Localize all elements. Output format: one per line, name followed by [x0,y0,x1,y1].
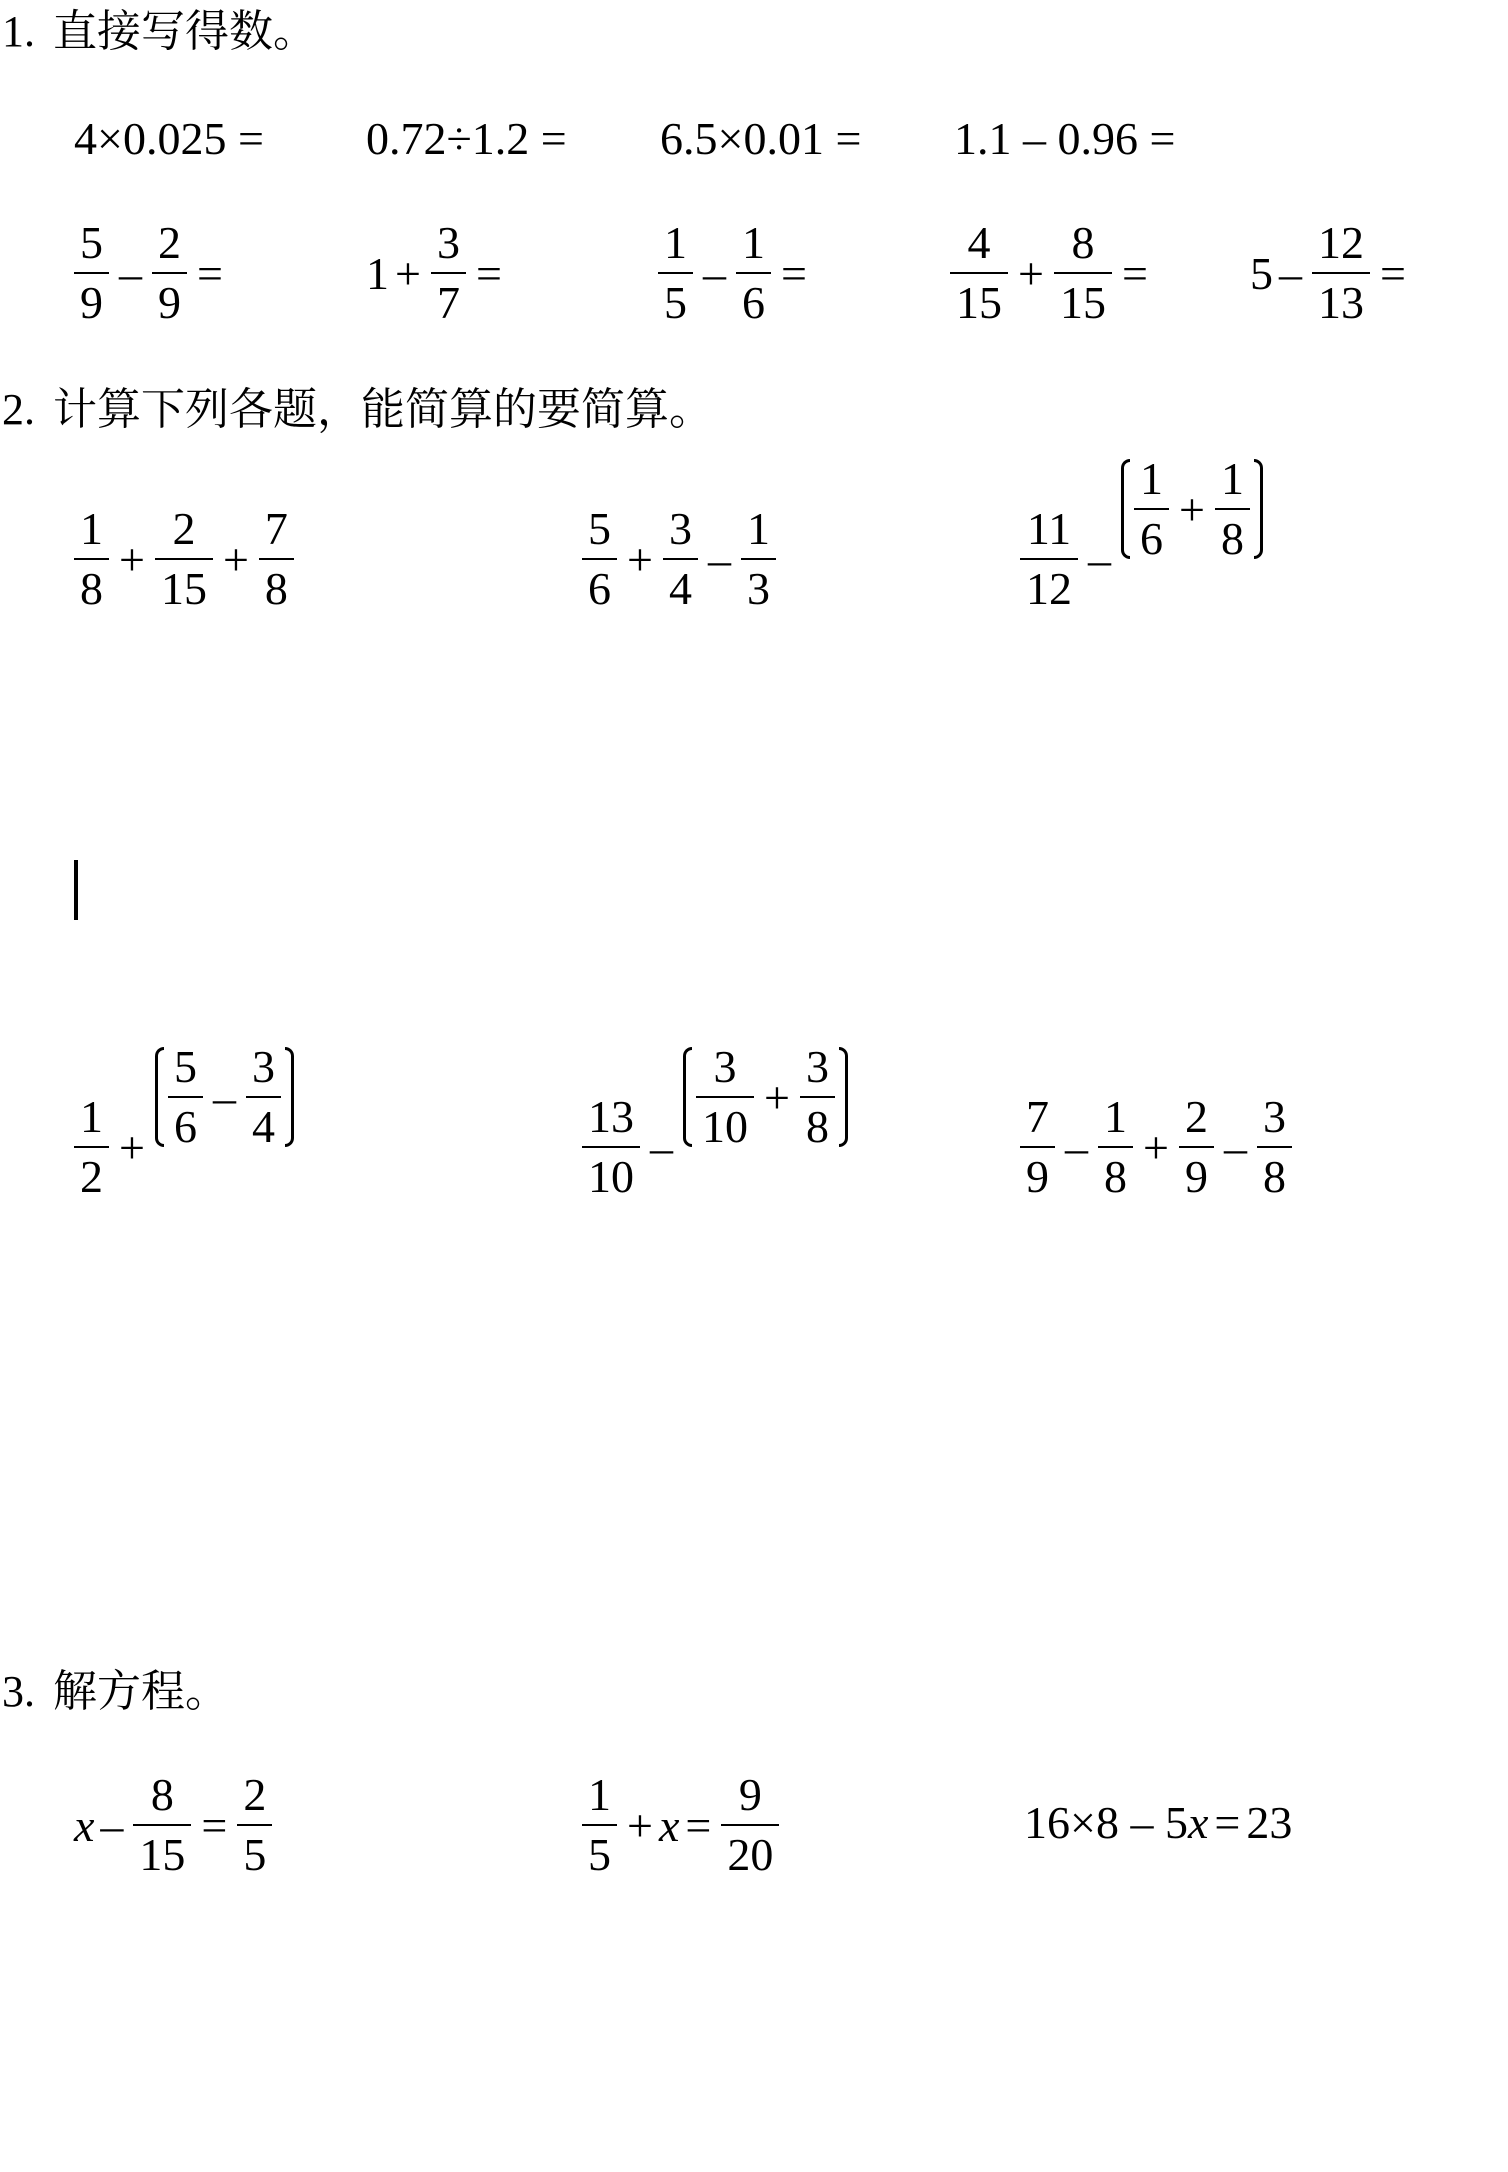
fraction [582,1091,640,1202]
fraction [1134,453,1169,564]
variable-x: x [658,1799,680,1851]
denominator: 20 [721,1824,779,1878]
numerator: 7 [264,503,288,554]
fraction [168,1041,203,1152]
denominator: 15 [1054,272,1112,326]
operator: + [222,533,249,585]
numerator: 2 [1184,1091,1208,1142]
denominator: 15 [155,558,213,612]
q1-expression [74,112,264,165]
variable-x: x [74,1799,95,1851]
math-term: 计算下列各题，能简算的要简算。 [53,384,713,435]
operator: = [685,1799,712,1851]
operator: – [707,533,731,585]
numerator: 1 [588,1769,611,1820]
math-term: 0.72÷1.2 = [366,113,567,164]
denominator: 6 [1134,508,1169,562]
numerator: 9 [738,1769,762,1820]
fraction [431,217,466,328]
operator: – [1279,247,1302,299]
text-cursor [74,860,78,920]
fraction [155,503,213,614]
right-paren [1254,459,1263,559]
math-term: 16×8 – 5 [1024,1797,1188,1848]
section-3-heading [2,1666,229,1718]
math-term: 23 [1246,1797,1293,1848]
fraction [950,217,1008,328]
operator: = [1380,247,1406,299]
denominator: 8 [1257,1146,1292,1200]
left-paren [683,1047,692,1147]
numerator: 3 [251,1041,275,1092]
numerator: 1 [1220,453,1244,504]
math-term: 1. [2,7,35,56]
numerator: 3 [805,1041,829,1092]
numerator: 3 [436,217,460,268]
q2-expression [70,503,298,614]
denominator: 9 [1179,1146,1214,1200]
numerator: 11 [1026,503,1072,554]
q3-equation [578,1769,783,1880]
fraction [74,1091,109,1202]
fraction [1215,453,1250,564]
math-term: 3. [2,1667,35,1716]
denominator: 13 [1312,272,1370,326]
fraction [741,503,776,614]
operator: + [627,1799,653,1851]
fraction [74,503,109,614]
q1-expression [954,112,1175,165]
q1-fraction-expression [366,217,508,328]
denominator: 15 [950,272,1008,326]
fraction [663,503,698,614]
numerator: 3 [713,1041,737,1092]
denominator: 2 [74,1146,109,1200]
math-term: 直接写得数。 [53,6,317,57]
numerator: 12 [1318,217,1364,268]
denominator: 9 [152,272,187,326]
parenthesized-group [1121,453,1263,564]
fraction [736,217,771,328]
denominator: 10 [696,1096,754,1150]
operator: + [119,1121,145,1173]
fraction [246,1041,281,1152]
q1-fraction-expression [70,217,229,328]
q2-expression [578,503,780,614]
fraction [696,1041,754,1152]
numerator: 5 [588,503,611,554]
math-term: 2. [2,385,35,434]
numerator: 1 [1140,453,1163,504]
denominator: 8 [259,558,294,612]
fraction [721,1769,779,1880]
numerator: 2 [158,217,181,268]
denominator: 3 [741,558,776,612]
operator: + [627,533,653,585]
numerator: 1 [80,503,103,554]
denominator: 5 [582,1824,617,1878]
operator: – [703,247,726,299]
q3-equation [74,1769,276,1880]
numerator: 3 [1262,1091,1286,1142]
operator: – [1088,533,1111,585]
fraction [1312,217,1370,328]
q2-expression [1016,453,1263,614]
numerator: 3 [668,503,692,554]
operator: + [119,533,145,585]
denominator: 6 [736,272,771,326]
operator: = [781,247,807,299]
fraction [259,503,294,614]
fraction [237,1769,272,1880]
denominator: 15 [133,1824,191,1878]
left-paren [1121,459,1130,559]
q1-fraction-expression [946,217,1154,328]
numerator: 1 [80,1091,103,1142]
numerator: 2 [243,1769,267,1820]
fraction [1257,1091,1292,1202]
operator: – [650,1121,673,1173]
parenthesized-group [683,1041,848,1152]
operator: – [100,1799,124,1851]
q1-fraction-expression [1250,217,1412,328]
q1-expression [366,112,567,165]
operator: – [212,1071,236,1123]
left-paren [155,1047,164,1147]
q1-expression [660,112,861,165]
right-paren [285,1047,294,1147]
fraction [133,1769,191,1880]
fraction [152,217,187,328]
operator: + [1018,247,1044,299]
fraction [658,217,693,328]
variable-x: x [1187,1797,1209,1848]
numerator: 1 [664,217,687,268]
fraction [582,503,617,614]
numerator: 2 [172,503,196,554]
fraction [582,1769,617,1880]
q2-expression [578,1041,848,1202]
denominator: 4 [246,1096,281,1150]
denominator: 9 [1020,1146,1055,1200]
fraction [800,1041,835,1152]
denominator: 7 [431,272,466,326]
denominator: 10 [582,1146,640,1200]
operator: – [1065,1121,1088,1173]
operator: = [1121,247,1148,299]
operator: + [395,247,421,299]
denominator: 5 [237,1824,272,1878]
numerator: 4 [967,217,991,268]
operator: – [1223,1121,1247,1173]
parenthesized-group [155,1041,294,1152]
denominator: 8 [1098,1146,1133,1200]
numerator: 13 [588,1091,634,1142]
denominator: 8 [74,558,109,612]
q2-expression [1016,1091,1296,1202]
fraction [74,217,109,328]
operator: = [197,247,223,299]
operator: + [1179,483,1205,535]
math-term: 1 [366,247,389,299]
math-term: 解方程。 [53,1666,229,1717]
fraction [1054,217,1112,328]
denominator: 12 [1020,558,1078,612]
operator: + [1143,1121,1169,1173]
numerator: 1 [742,217,765,268]
denominator: 9 [74,272,109,326]
denominator: 8 [800,1096,835,1150]
right-paren [839,1047,848,1147]
fraction [1020,1091,1055,1202]
operator: = [1214,1797,1241,1848]
numerator: 8 [1071,217,1095,268]
fraction [1020,503,1078,614]
numerator: 5 [173,1041,197,1092]
operator: – [119,247,142,299]
operator: + [764,1071,790,1123]
numerator: 1 [1104,1091,1127,1142]
denominator: 8 [1215,508,1250,562]
q2-expression [70,1041,294,1202]
numerator: 7 [1026,1091,1049,1142]
denominator: 4 [663,558,698,612]
section-2-heading [2,384,713,436]
operator: = [475,247,502,299]
numerator: 5 [80,217,103,268]
denominator: 5 [658,272,693,326]
denominator: 6 [582,558,617,612]
q1-fraction-expression [654,217,813,328]
math-term: 1.1 – 0.96 = [954,113,1176,164]
math-term: 6.5×0.01 = [660,113,862,164]
fraction [1098,1091,1133,1202]
math-term: 5 [1250,247,1273,299]
section-1-heading [2,6,317,58]
math-term: 4×0.025 = [74,113,264,164]
denominator: 6 [168,1096,203,1150]
fraction [1179,1091,1214,1202]
q3-equation [1024,1796,1292,1849]
numerator: 1 [746,503,770,554]
numerator: 8 [150,1769,174,1820]
operator: = [201,1799,228,1851]
